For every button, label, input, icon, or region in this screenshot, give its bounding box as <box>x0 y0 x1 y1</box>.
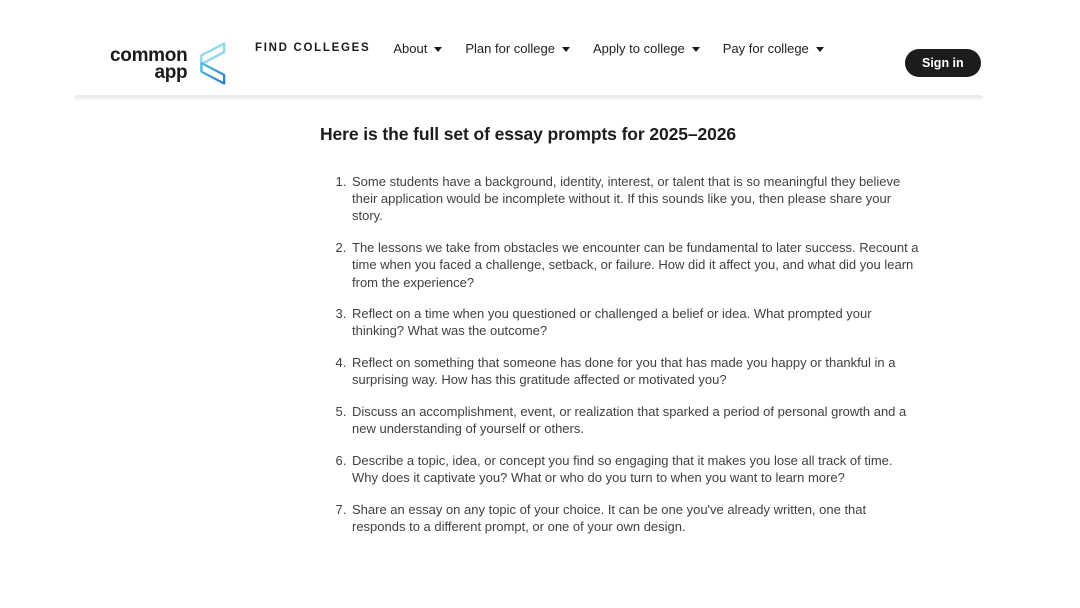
essay-prompt-3: 3. Reflect on a time when you questioned or challenged a belief or idea. What prompted your thinking? What was the outcome? <box>350 305 922 339</box>
site-header <box>0 0 1080 96</box>
logo-word-common: common <box>110 44 188 66</box>
essay-prompt-7: 7. Share an essay on any topic of your choice. It can be one you've already written, one that responds to a different prompt, or one of your own design. <box>350 501 922 535</box>
nav-pay-for-college[interactable] <box>723 41 824 56</box>
essay-prompts-list <box>322 173 922 550</box>
main-nav <box>255 0 824 96</box>
chevron-down-icon <box>434 47 442 52</box>
nav-plan-for-college[interactable] <box>465 41 570 56</box>
nav-apply-to-college[interactable] <box>593 41 700 56</box>
nav-find-colleges[interactable]: FIND COLLEGES <box>255 42 371 54</box>
page-title: Here is the full set of essay prompts for 2025–2026 <box>320 124 737 144</box>
chevron-down-icon <box>816 47 824 52</box>
nav-apply-label: Apply to college <box>593 40 685 56</box>
nav-plan-label: Plan for college <box>465 40 555 56</box>
chevron-down-icon <box>692 47 700 52</box>
chevron-down-icon <box>562 47 570 52</box>
essay-prompt-1: 1. Some students have a background, identity, interest, or talent that is so meaningful they believe their application would be incomplete without it. If this sounds like you, then please share your story. <box>350 173 922 225</box>
essay-prompt-5: 5. Discuss an accomplishment, event, or realization that sparked a period of personal growth and a new understanding of yourself or others. <box>350 403 922 437</box>
common-app-logo[interactable] <box>110 41 227 86</box>
common-app-ribbon-icon <box>189 41 227 86</box>
essay-prompt-2: 2. The lessons we take from obstacles we encounter can be fundamental to later success. Recount a time when you faced a challenge, setback, or failure. How did it affect you, and what did you learn from the experience? <box>350 239 922 291</box>
nav-about[interactable] <box>393 41 442 56</box>
essay-prompt-4: 4. Reflect on something that someone has done for you that has made you happy or thankful in a surprising way. How has this gratitude affected or motivated you? <box>350 354 922 388</box>
essay-prompt-6: 6. Describe a topic, idea, or concept you find so engaging that it makes you lose all track of time. Why does it captivate you? What or who do you turn to when you want to learn more? <box>350 452 922 486</box>
nav-pay-label: Pay for college <box>722 40 809 56</box>
sign-in-button[interactable]: Sign in <box>905 49 981 77</box>
header-divider <box>75 95 983 101</box>
common-app-wordmark <box>110 44 188 83</box>
logo-word-app: app <box>154 61 188 83</box>
nav-about-label: About <box>393 40 428 56</box>
